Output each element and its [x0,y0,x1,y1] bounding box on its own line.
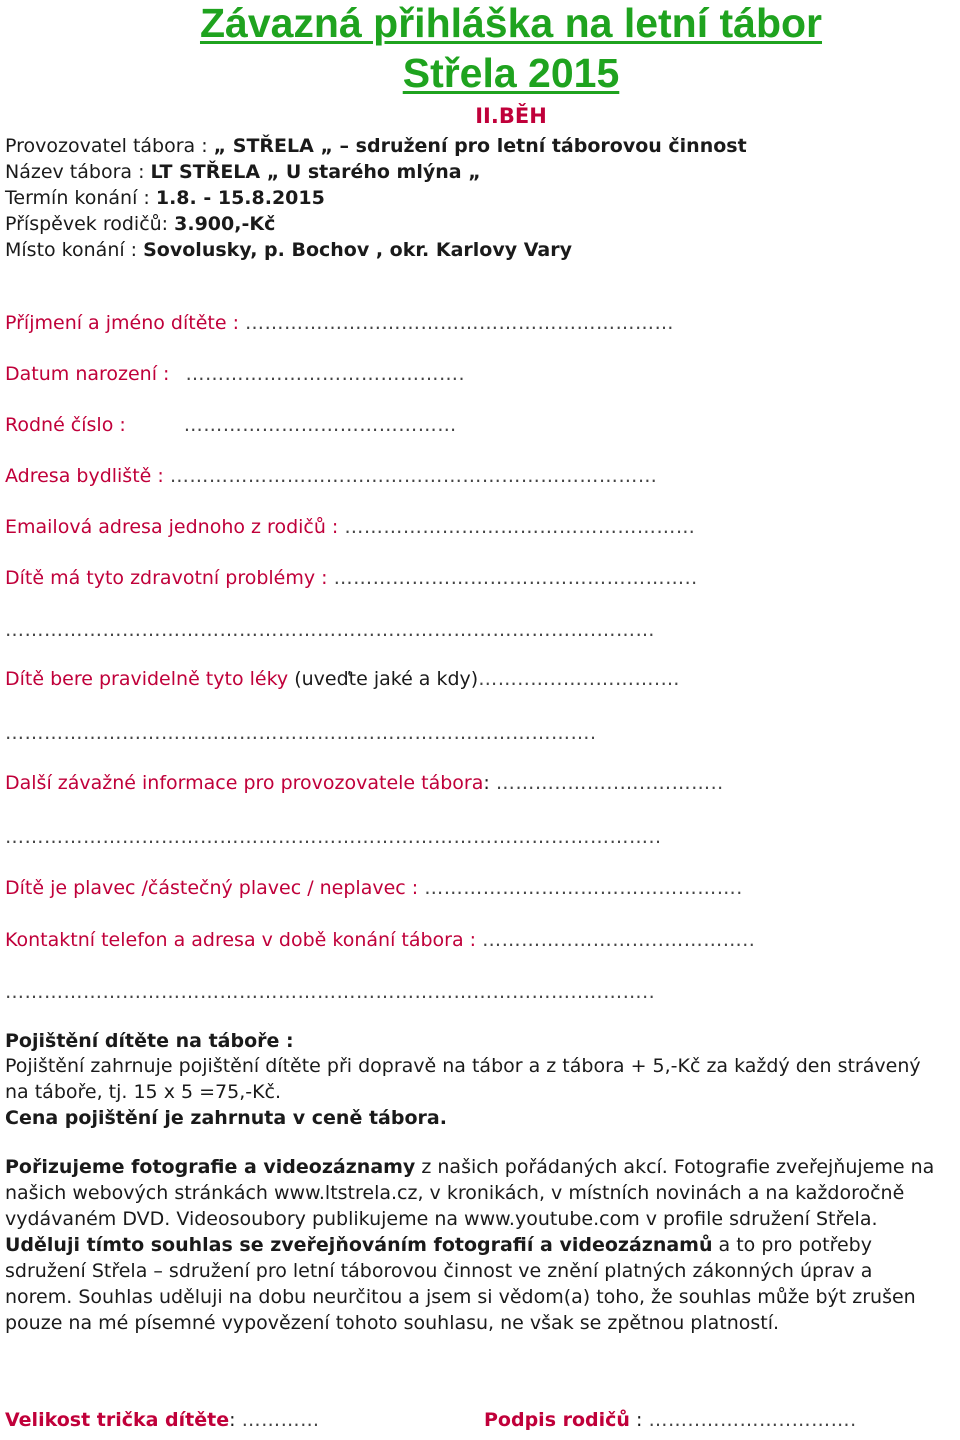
birth-field[interactable] [5,363,465,385]
health-label: Dítě má tyto zdravotní problémy : [5,567,334,589]
page-title-line2: Střela 2015 [402,50,620,96]
health-dots-line2[interactable]: ……………………………………………………………………………….……… [5,619,656,641]
meds-note: (uveďte jaké a kdy) [294,668,479,690]
camp-label: Název tábora : [5,161,151,183]
other-label: Další závažné informace pro provozovatele tábora [5,772,484,794]
photo-bold-2: Uděluji tímto souhlas se zveřejňováním fotografií a videozáznamů [5,1234,713,1256]
other-dots-line2[interactable]: ……………………………………………………………………………………….. [5,826,662,848]
photo-text-1: z našich pořádaných akcí. Fotografie zveřejňujeme na našich webových stránkách www.ltstrela.cz, v kronikách, v místních novinách a na každoročně vydávaném DVD. Videosoubory publikujeme na www.youtube.com v profile sdružení Střela. [5,1156,935,1230]
address-label: Adresa bydliště : [5,465,170,487]
insurance-heading: Pojištění dítěte na táboře : [5,1030,294,1052]
date-value: 1.8. - 15.8.2015 [155,187,325,209]
fee-value: 3.900,-Kč [174,213,276,235]
birth-label: Datum narození : [5,363,176,385]
camp-value: LT STŘELA „ U starého mlýna „ [150,161,481,183]
sign-colon: : [629,1409,649,1431]
swim-label: Dítě je plavec /částečný plavec / neplavec : [5,877,425,899]
fee-line [5,213,275,235]
photo-bold-1: Pořizujeme fotografie a videozáznamy [5,1156,416,1178]
insurance-included: Cena pojištění je zahrnuta v ceně tábora. [5,1107,447,1129]
run-subtitle: II.BĚH [475,104,547,128]
meds-dots-line2[interactable]: ………………………………………………………………………………. [5,722,597,744]
other-dots[interactable]: ………..……..…..……….. [495,772,724,794]
operator-label: Provozovatel tábora : [5,135,214,157]
other-field[interactable] [5,772,724,794]
place-value: Sovolusky, p. Bochov , okr. Karlovy Vary [143,239,572,261]
page-title-line1: Závazná přihláška na letní tábor [199,0,823,46]
email-field[interactable] [5,516,695,538]
sign-dots[interactable]: ……..…………..………. [648,1409,857,1431]
health-field[interactable] [5,567,698,589]
meds-field[interactable] [5,668,680,690]
shirt-label: Velikost trička dítěte [5,1409,230,1431]
address-dots[interactable]: ………………………………………………………………… [169,465,658,487]
place-label: Místo konání : [5,239,144,261]
photo-consent-paragraph [5,1154,940,1336]
shirt-size-field[interactable] [5,1409,320,1431]
birth-dots[interactable]: ……………………………………. [185,363,466,385]
shirt-colon: : [229,1409,242,1431]
email-dots[interactable]: ……………………………………………… [344,516,696,538]
name-field[interactable] [5,312,674,334]
operator-value: „ STŘELA „ – sdružení pro letní táborovou činnost [213,135,747,157]
name-dots[interactable]: ………………………………………………………… [245,312,675,334]
parent-signature-field[interactable] [484,1409,857,1431]
photo-text-2: a to pro potřeby sdružení Střela – sdružení pro letní táborovou činnost ve znění platných zákonných úprav a norem. Souhlas uděluji na dobu neurčitou a jsem si vědom(a) toho, že souhlas může být zrušen pouze na mé písemné vypovězení tohoto souhlasu, ne však se zpětnou platností. [5,1234,916,1334]
date-line [5,187,325,209]
meds-dots[interactable]: ……..…..…..……….… [478,668,680,690]
operator-line [5,135,747,157]
swim-dots[interactable]: …………………………………………. [424,877,743,899]
camp-line [5,161,481,183]
name-label: Příjmení a jméno dítěte : [5,312,246,334]
contact-dots-line2[interactable]: ……………………………………………………………………………..……….. [5,981,656,1003]
meds-label: Dítě bere pravidelně tyto léky [5,668,295,690]
shirt-dots[interactable]: ………… [241,1409,320,1431]
health-dots[interactable]: ……………………………………………….. [333,567,698,589]
id-dots[interactable]: …………………………………… [183,414,457,436]
contact-field[interactable] [5,929,755,951]
swim-field[interactable] [5,877,743,899]
id-field[interactable] [5,414,457,436]
other-colon: : [483,772,496,794]
email-label: Emailová adresa jednoho z rodičů : [5,516,345,538]
sign-label: Podpis rodičů [484,1409,630,1431]
address-field[interactable] [5,465,657,487]
id-label: Rodné číslo : [5,414,126,436]
place-line [5,239,572,261]
fee-label: Příspěvek rodičů: [5,213,175,235]
insurance-text: Pojištění zahrnuje pojištění dítěte při dopravě na tábor a z tábora + 5,-Kč za každý den strávený na táboře, tj. 15 x 5 =75,-Kč. [5,1055,921,1103]
contact-label: Kontaktní telefon a adresa v době konání tábora : [5,929,483,951]
date-label: Termín konání : [5,187,156,209]
contact-dots[interactable]: …………..…………..………….. [482,929,756,951]
